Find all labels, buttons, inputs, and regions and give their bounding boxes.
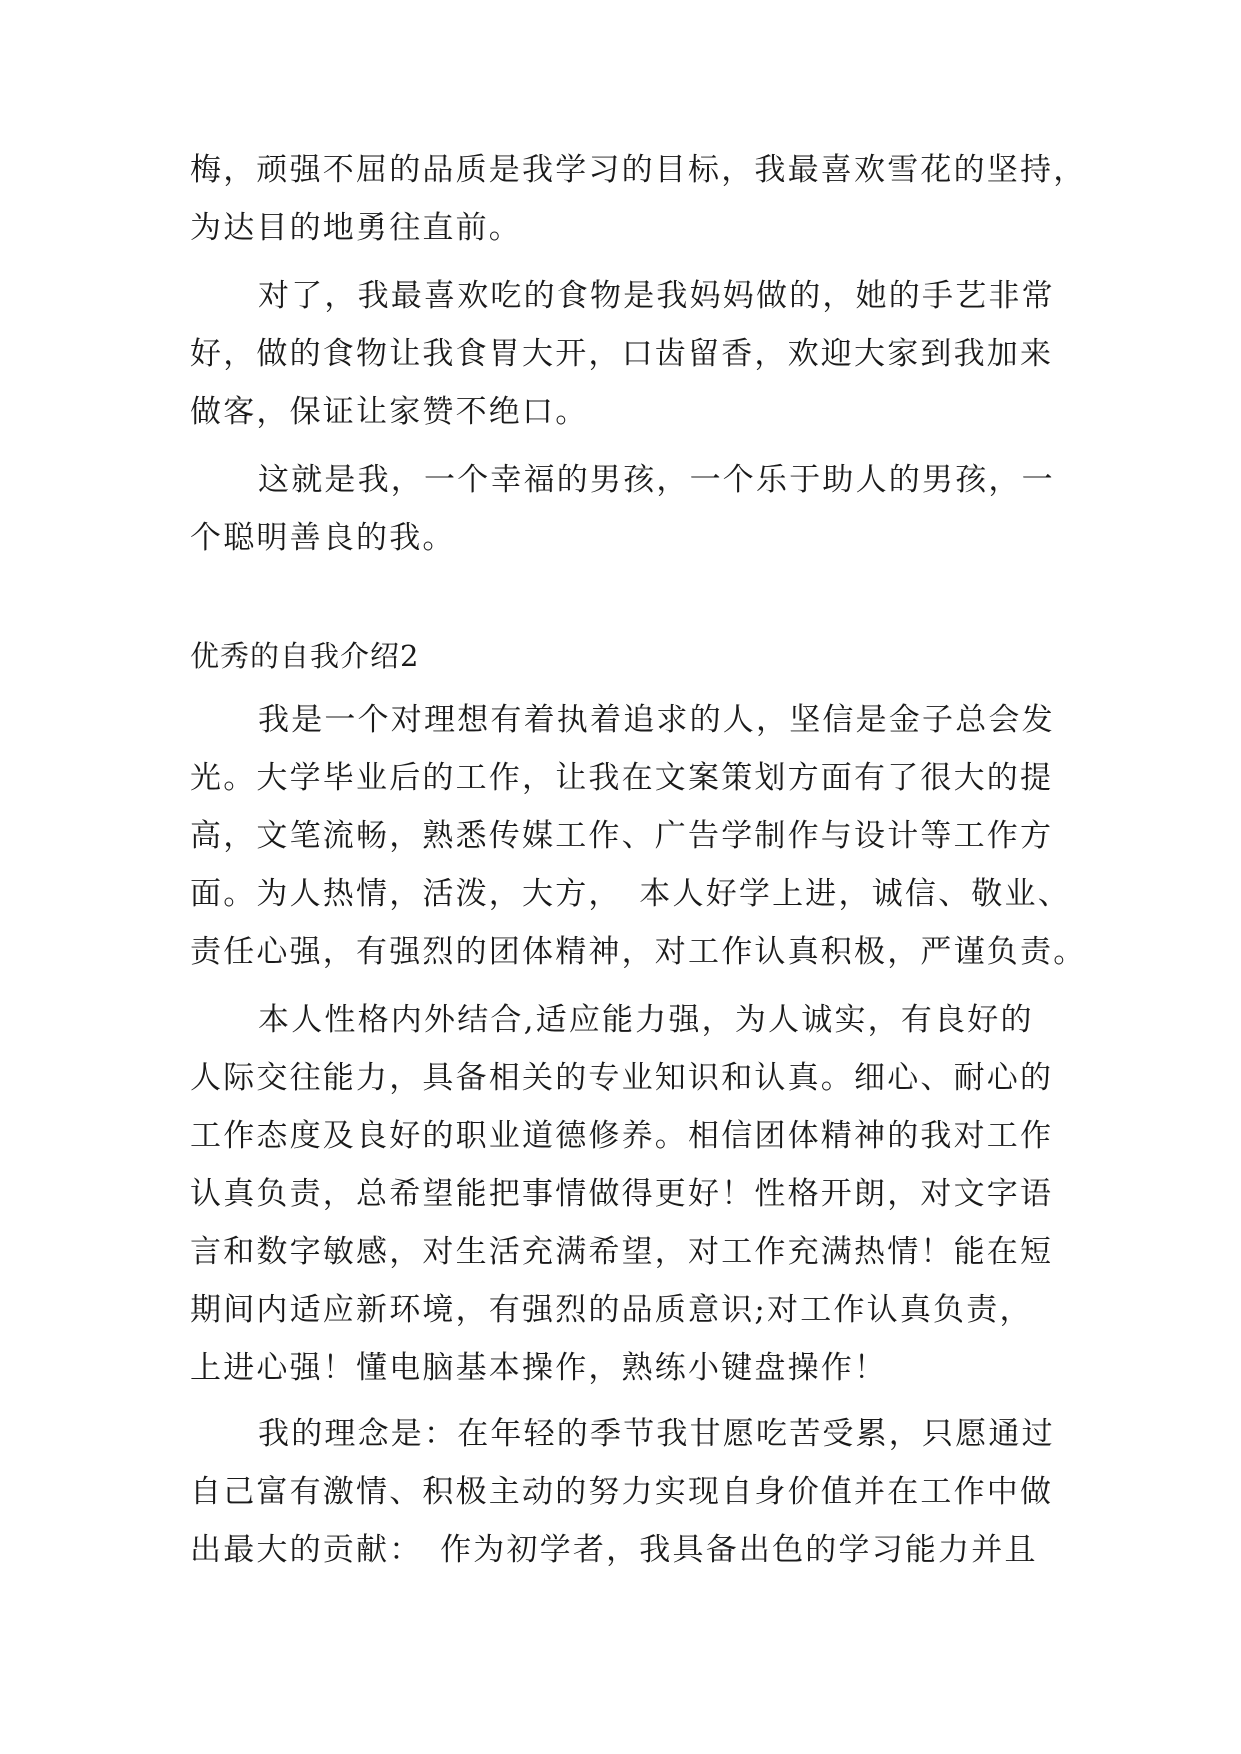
text-line: 高，文笔流畅，熟悉传媒工作、广告学制作与设计等工作方 — [190, 818, 1054, 854]
text-line: 出最大的贡献： 作为初学者，我具备出色的学习能力并且 — [190, 1532, 1038, 1568]
text-line: 本人性格内外结合,适应能力强，为人诚实，有良好的 — [258, 1002, 1034, 1038]
text-line: 好，做的食物让我食胃大开，口齿留香，欢迎大家到我加来 — [190, 336, 1054, 372]
text-line: 对了，我最喜欢吃的食物是我妈妈做的，她的手艺非常 — [258, 278, 1055, 314]
text-line: 工作态度及良好的职业道德修养。相信团体精神的我对工作 — [190, 1118, 1054, 1154]
text-line: 上进心强！懂电脑基本操作，熟练小键盘操作！ — [190, 1350, 888, 1386]
text-line: 这就是我，一个幸福的男孩，一个乐于助人的男孩，一 — [258, 462, 1055, 498]
text-line: 做客，保证让家赞不绝口。 — [190, 394, 589, 430]
text-line: 人际交往能力，具备相关的专业知识和认真。细心、耐心的 — [190, 1060, 1054, 1096]
text-line: 责任心强，有强烈的团体精神，对工作认真积极，严谨负责。 — [190, 934, 1087, 970]
text-line: 认真负责，总希望能把事情做得更好！性格开朗，对文字语 — [190, 1176, 1054, 1212]
text-line: 我是一个对理想有着执着追求的人，坚信是金子总会发 — [258, 702, 1055, 738]
text-line: 面。为人热情，活泼，大方， 本人好学上进，诚信、敬业、 — [190, 876, 1071, 912]
text-line: 为达目的地勇往直前。 — [190, 210, 522, 246]
text-line: 自己富有激情、积极主动的努力实现自身价值并在工作中做 — [190, 1474, 1054, 1510]
text-line: 我的理念是：在年轻的季节我甘愿吃苦受累，只愿通过 — [258, 1416, 1055, 1452]
text-line: 期间内适应新环境，有强烈的品质意识;对工作认真负责， — [190, 1292, 1033, 1328]
text-line: 个聪明善良的我。 — [190, 520, 456, 556]
text-line: 梅，顽强不屈的品质是我学习的目标，我最喜欢雪花的坚持， — [190, 152, 1087, 188]
text-line: 言和数字敏感，对生活充满希望，对工作充满热情！能在短 — [190, 1234, 1054, 1270]
text-line: 光。大学毕业后的工作，让我在文案策划方面有了很大的提 — [190, 760, 1054, 796]
section-heading: 优秀的自我介绍2 — [190, 639, 420, 673]
